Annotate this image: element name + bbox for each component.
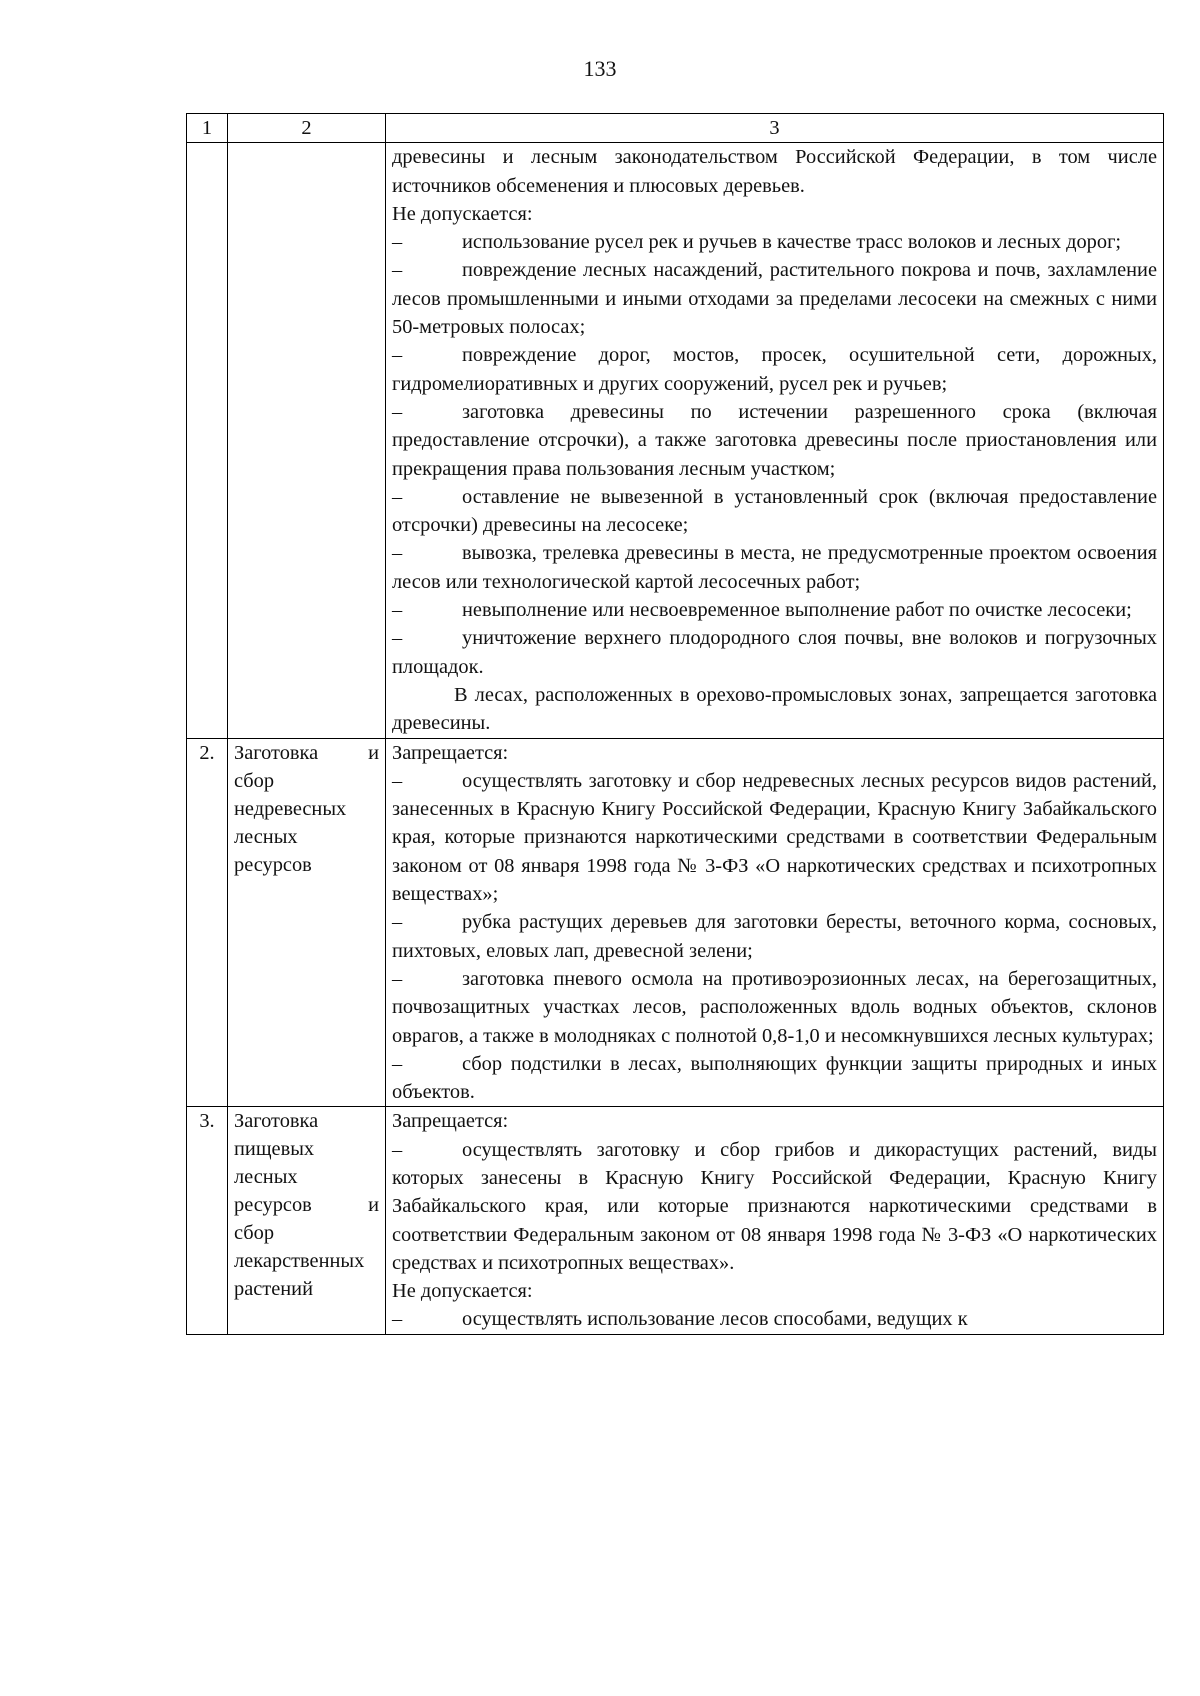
row-number: 3. <box>187 1107 228 1334</box>
dash-bullet: – <box>392 1308 403 1331</box>
restriction-text: использование русел рек и ручьев в качестве трасс волоков и лесных дорог; <box>462 231 1122 254</box>
restrictions-content <box>386 1107 1164 1334</box>
resource-name-line: ресурсов и <box>234 1194 379 1217</box>
restriction-item <box>392 624 1157 681</box>
restriction-item <box>392 965 1157 1050</box>
restriction-text: повреждение лесных насаждений, растительного покрова и почв, захламление лесов промышленными и иными отходами за пределами лесосеки на смежных с ними 50-метровых полосах; <box>392 259 1157 339</box>
dash-bullet: – <box>392 1052 403 1075</box>
restriction-text: невыполнение или несвоевременное выполнение работ по очистке лесосеки; <box>462 599 1132 622</box>
restriction-item <box>392 341 1157 398</box>
paragraph-text: В лесах, расположенных в орехово-промысловых зонах, запрещается заготовка древесины. <box>392 683 1157 735</box>
dash-bullet: – <box>392 911 403 934</box>
restriction-text: вывозка, трелевка древесины в места, не предусмотренные проектом освоения лесов или технологической картой лесосечных работ; <box>392 542 1157 593</box>
dash-bullet: – <box>392 627 403 650</box>
restrictions-content <box>386 738 1164 1107</box>
content-text: Запрещается: <box>392 1110 509 1133</box>
resource-name-line: лесных <box>234 825 298 848</box>
restriction-item <box>392 228 1157 256</box>
resource-name-line: Заготовка и <box>234 741 379 764</box>
content-text: Запрещается: <box>392 741 509 764</box>
dash-bullet: – <box>392 485 403 508</box>
content-text: древесины и лесным законодательством Российской Федерации, в том числе источников обсеменения и плюсовых деревьев. <box>392 146 1157 197</box>
resource-name-line: растений <box>234 1278 313 1301</box>
row-number <box>187 143 228 738</box>
restriction-item <box>392 1050 1157 1107</box>
header-col-1: 1 <box>187 114 228 143</box>
resource-name-line: сбор <box>234 1222 275 1245</box>
resource-name-line: недревесных <box>234 797 347 820</box>
dash-bullet: – <box>392 967 403 990</box>
page-number: 133 <box>583 56 617 81</box>
restriction-text: оставление не вывезенной в установленный срок (включая предоставление отсрочки) древесины на лесосеке; <box>392 485 1157 537</box>
resource-name-line: пищевых <box>234 1138 315 1161</box>
resource-name <box>228 143 386 738</box>
restriction-item <box>392 596 1157 624</box>
resource-name-line: сбор <box>234 769 275 792</box>
restriction-text: рубка растущих деревьев для заготовки бересты, веточного корма, сосновых, пихтовых, еловых лап, древесной зелени; <box>392 911 1157 962</box>
row-number: 2. <box>187 738 228 1107</box>
restriction-item <box>392 908 1157 965</box>
resource-name-line: лесных <box>234 1166 298 1189</box>
resource-name <box>228 738 386 1107</box>
dash-bullet: – <box>392 231 403 254</box>
regulations-table <box>186 113 1164 1335</box>
resource-name-line: ресурсов <box>234 853 312 876</box>
restriction-item <box>392 483 1157 540</box>
dash-bullet: – <box>392 344 403 367</box>
restriction-text: уничтожение верхнего плодородного слоя почвы, вне волоков и погрузочных площадок. <box>392 627 1157 678</box>
dash-bullet: – <box>392 769 403 792</box>
restriction-text: осуществлять использование лесов способами, ведущих к <box>462 1308 968 1331</box>
restriction-item <box>392 1305 1157 1333</box>
content-text: Не допускается: <box>392 1280 533 1303</box>
restriction-item <box>392 398 1157 483</box>
restriction-text: заготовка древесины по истечении разрешенного срока (включая предоставление отсрочки), а также заготовка древесины после приостановления или прекращения права пользования лесным участком; <box>392 400 1157 480</box>
dash-bullet: – <box>392 542 403 565</box>
content-text: Не допускается: <box>392 202 533 225</box>
restriction-text: сбор подстилки в лесах, выполняющих функции защиты природных и иных объектов. <box>392 1052 1157 1104</box>
restrictions-content <box>386 143 1164 738</box>
table-row <box>187 738 1164 1107</box>
restriction-item <box>392 1136 1157 1277</box>
restriction-item <box>392 256 1157 341</box>
table-row <box>187 1107 1164 1334</box>
resource-name-line: лекарственных <box>234 1250 365 1273</box>
restriction-text: осуществлять заготовку и сбор недревесных лесных ресурсов видов растений, занесенных в Красную Книгу Российской Федерации, Красную Книгу Забайкальского края, которые признаются наркотическими средствами в соответствии Федеральным законом от 08 января 1998 года № 3-ФЗ «О наркотических средствах и психотропных веществах»; <box>392 769 1157 906</box>
header-col-2: 2 <box>228 114 386 143</box>
dash-bullet: – <box>392 1138 403 1161</box>
header-col-3: 3 <box>386 114 1164 143</box>
dash-bullet: – <box>392 400 403 423</box>
resource-name <box>228 1107 386 1334</box>
header-row <box>187 114 1164 143</box>
resource-name-line: Заготовка <box>234 1110 319 1133</box>
restriction-text: заготовка пневого осмола на противоэрозионных лесах, на берегозащитных, почвозащитных участках лесов, расположенных вдоль водных объектов, склонов оврагов, а также в молодняках с полнотой 0,8-1,0 и несомкнувшихся лесных культурах; <box>392 967 1157 1047</box>
table-row <box>187 143 1164 738</box>
dash-bullet: – <box>392 259 403 282</box>
paragraph <box>392 681 1157 738</box>
restriction-text: повреждение дорог, мостов, просек, осушительной сети, дорожных, гидромелиоративных и других сооружений, русел рек и ручьев; <box>392 344 1157 395</box>
restriction-item <box>392 539 1157 596</box>
dash-bullet: – <box>392 599 403 622</box>
restriction-text: осуществлять заготовку и сбор грибов и дикорастущих растений, виды которых занесены в Красную Книгу Российской Федерации, Красную Книгу Забайкальского края, или которые признаются наркотическими средствами в соответствии Федеральным законом от 08 января 1998 года № 3-ФЗ «О наркотических средствах и психотропных веществах». <box>392 1138 1157 1274</box>
restriction-item <box>392 767 1157 908</box>
